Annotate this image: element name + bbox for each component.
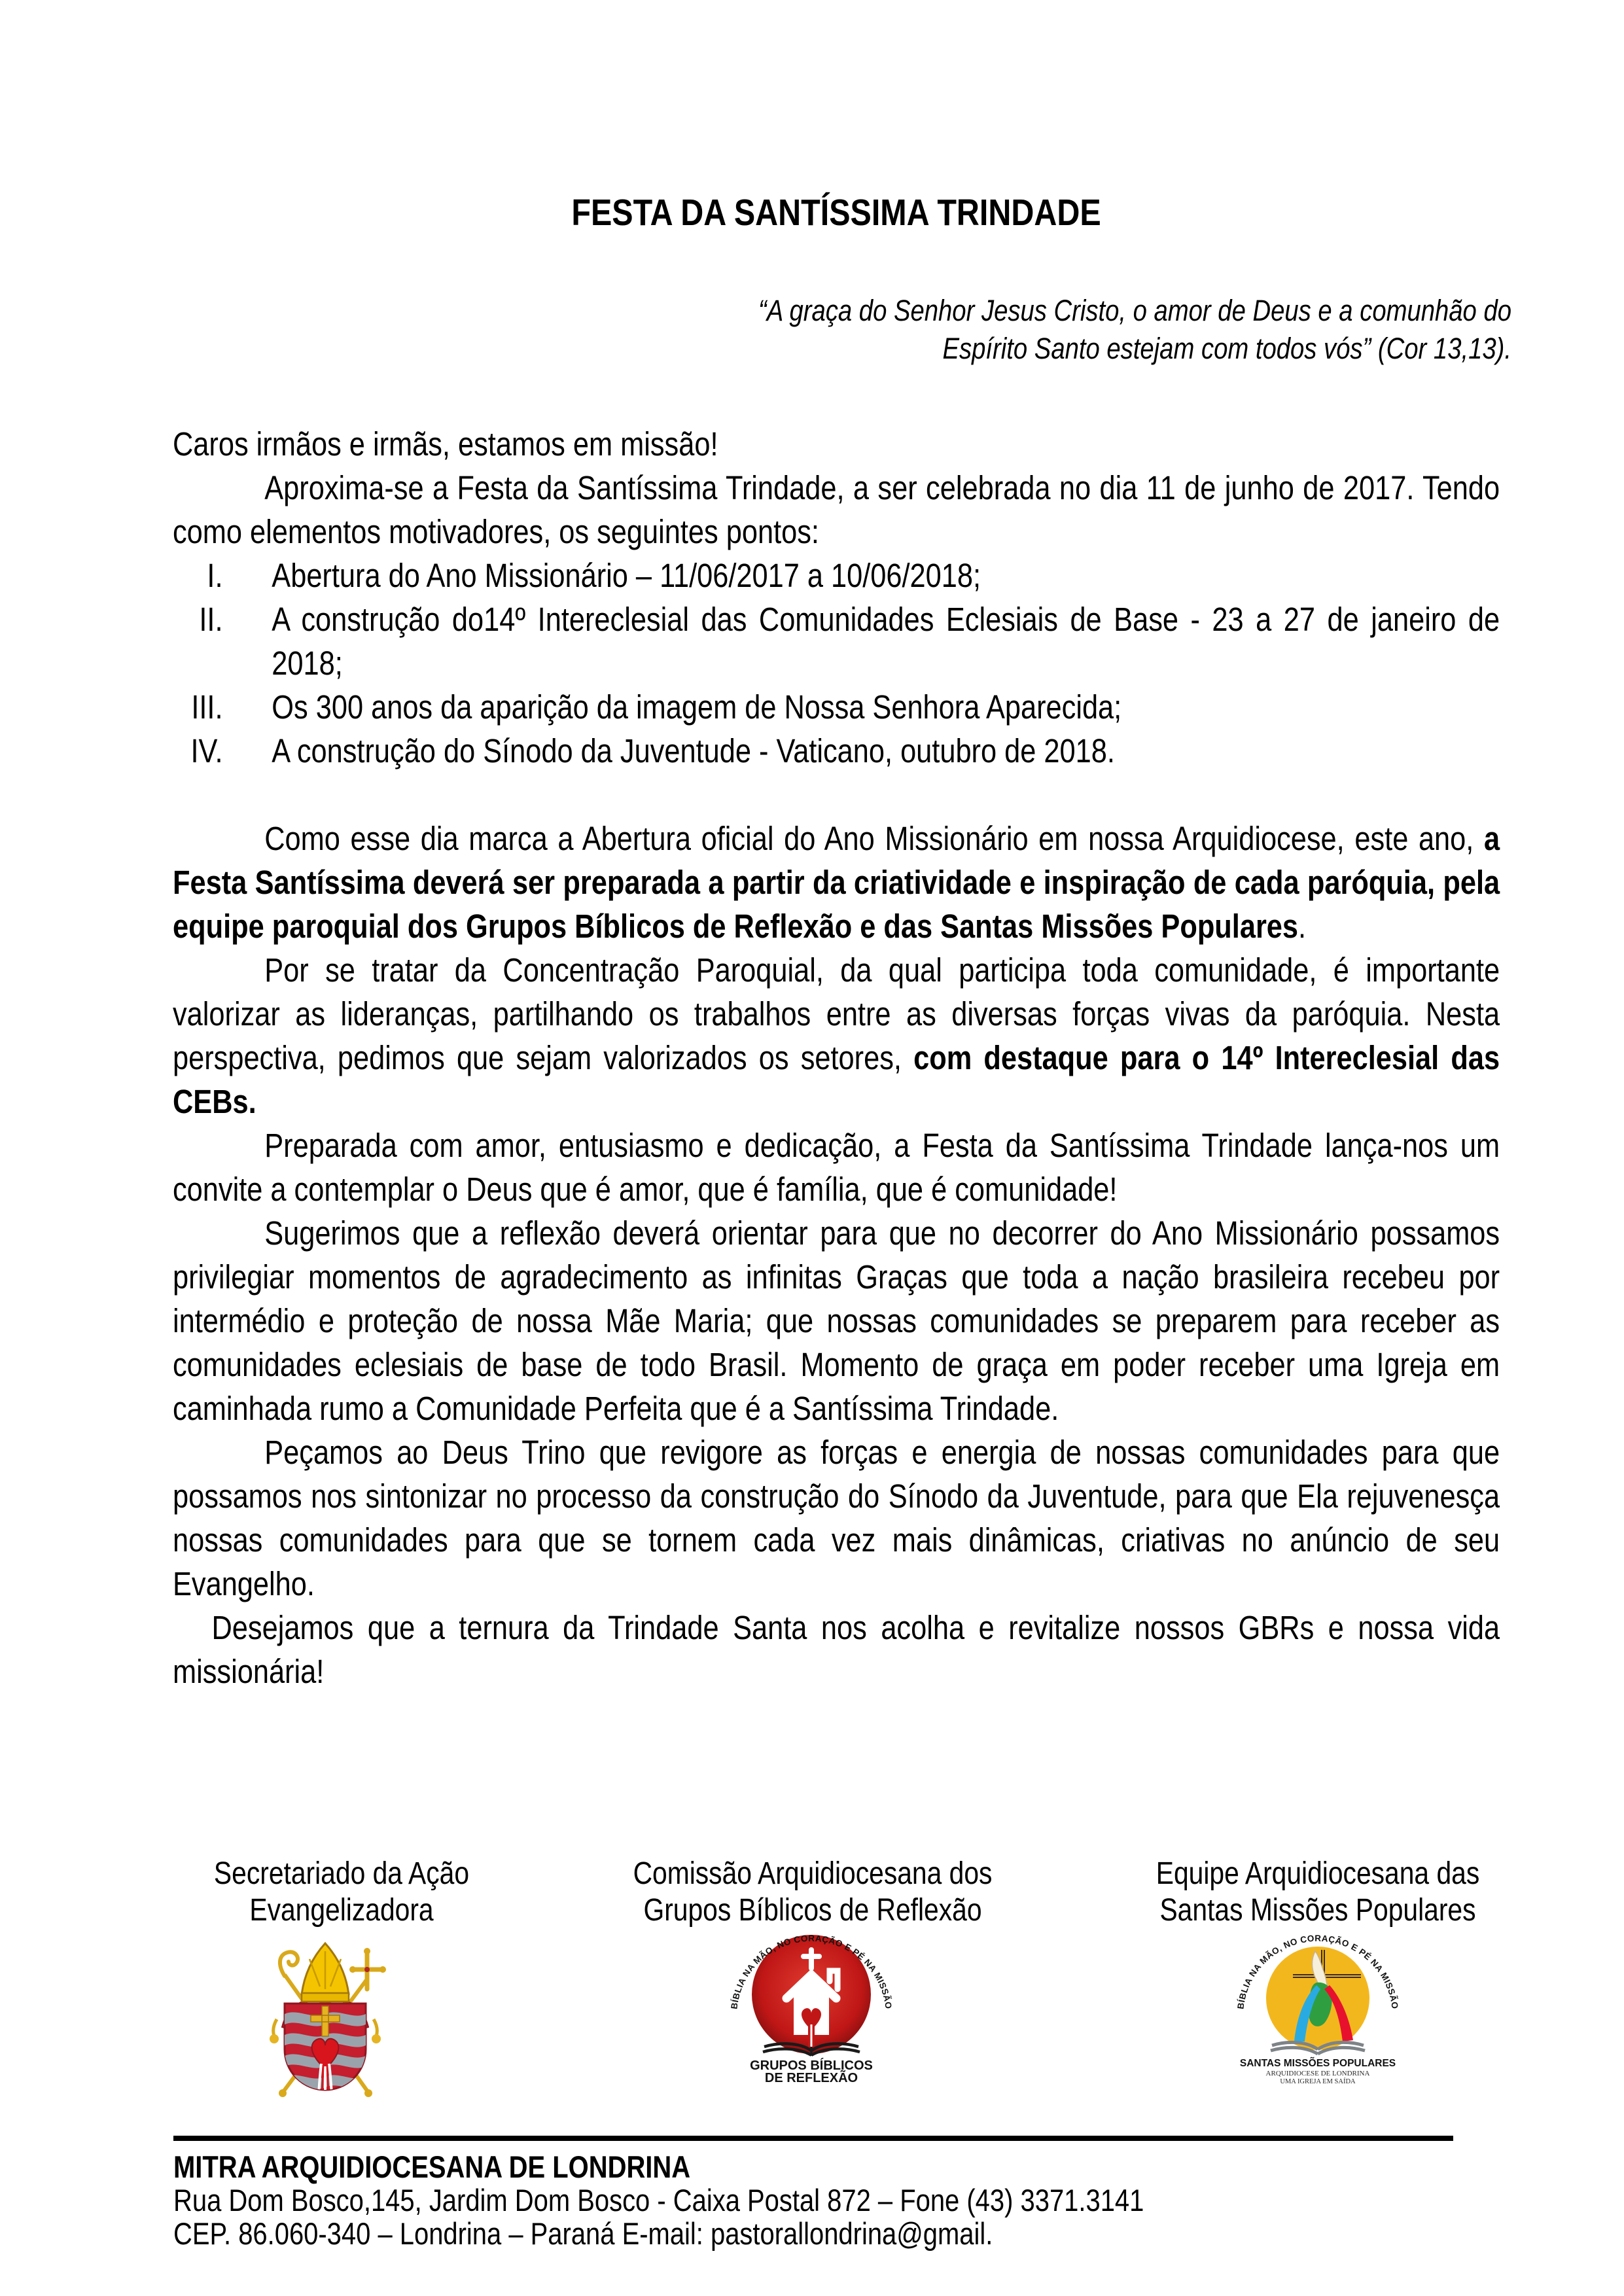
list-item-text: Abertura do Ano Missionário – 11/06/2017 a 10/06/2018; <box>272 557 981 594</box>
smp-arc-text: BÍBLIA NA MÃO, NO CORAÇÃO E PÉ NA MISSÃO <box>1235 1933 1400 2010</box>
sig1-line2: Evangelizadora <box>249 1893 434 1928</box>
list-item <box>173 729 1500 773</box>
list-item <box>173 554 1500 597</box>
text-run-bold: a Festa Santíssima deverá ser preparada a partir da criatividade e inspiração de cada paróquia, pela equipe paroquial dos Grupos Bíblicos de Reflexão e das Santas Missões Populares <box>173 820 1500 945</box>
grupos-biblicos-logo-icon <box>726 1925 896 2083</box>
list-item <box>173 597 1500 685</box>
list-item-text: Os 300 anos da aparição da imagem de Nossa Senhora Aparecida; <box>272 688 1122 726</box>
gbr-caption-line2: DE REFLEXÃO <box>764 2071 858 2083</box>
paragraph-closing: Desejamos que a ternura da Trindade Santa nos acolha e revitalize nossos GBRs e nossa vida missionária! <box>173 1609 1500 1690</box>
footer-divider-line <box>173 2136 1453 2141</box>
blank-line <box>173 773 1500 817</box>
paragraph-concentration <box>173 948 1500 1123</box>
smp-caption-line2: ARQUIDIOCESE DE LONDRINA <box>1265 2070 1370 2077</box>
sig2-line1: Comissão Arquidiocesana dos <box>633 1856 993 1891</box>
list-numeral: III. <box>191 688 223 726</box>
signature-text <box>1123 1856 1513 1929</box>
text-run: Por se tratar da Concentração Paroquial, da qual participa toda comunidade, é importante valorizar as lideranças, partilhando os trabalhos entre as diversas forças vivas da paróquia. Nesta perspectiva, pedimos que sejam valorizados os setores, <box>173 951 1500 1076</box>
smp-caption-line1: SANTAS MISSÕES POPULARES <box>1239 2058 1396 2069</box>
signature-text <box>618 1856 1008 1929</box>
gbr-caption-line1: GRUPOS BÍBLICOS <box>750 2058 873 2073</box>
quote-line-1: “A graça do Senhor Jesus Cristo, o amor de Deus e a comunhão do <box>758 294 1511 327</box>
epigraph-quote <box>455 292 1511 368</box>
paragraph-salutation: Caros irmãos e irmãs, estamos em missão! <box>173 425 718 463</box>
smp-caption-line3: UMA IGREJA EM SAÍDA <box>1280 2078 1356 2083</box>
footer-cep-email: CEP. 86.060-340 – Londrina – Paraná E-mail: pastorallondrina@gmail. <box>173 2216 993 2251</box>
santas-missoes-logo-icon <box>1233 1925 1403 2083</box>
signature-col-secretariado <box>113 1856 571 1929</box>
list-item-text: A construção do Sínodo da Juventude - Vaticano, outubro de 2018. <box>272 732 1115 769</box>
quote-line-2: Espírito Santo estejam com todos vós” (Cor 13,13). <box>942 332 1511 365</box>
signature-col-equipe <box>1089 1856 1547 1929</box>
list-numeral: I. <box>207 557 223 594</box>
paragraph-preparation <box>173 817 1500 948</box>
paragraph-invitation: Preparada com amor, entusiasmo e dedicação, a Festa da Santíssima Trindade lança-nos um convite a contemplar o Deus que é amor, que é família, que é comunidade! <box>173 1127 1500 1208</box>
text-run: . <box>1298 908 1307 945</box>
sig1-line1: Secretariado da Ação <box>213 1856 470 1891</box>
list-numeral: II. <box>199 601 223 638</box>
signature-col-comissao <box>584 1856 1042 1929</box>
sig2-line2: Grupos Bíblicos de Reflexão <box>643 1893 982 1928</box>
archdiocese-coat-of-arms-icon <box>258 1941 393 2104</box>
letter-body <box>173 422 1500 1693</box>
signature-text <box>147 1856 537 1929</box>
list-item <box>173 685 1500 729</box>
text-run-bold: com destaque para o 14º Intereclesial das CEBs. <box>173 1039 1500 1120</box>
footer-address: Rua Dom Bosco,145, Jardim Dom Bosco - Caixa Postal 872 – Fone (43) 3371.3141 <box>173 2183 1144 2217</box>
paragraph-suggestion: Sugerimos que a reflexão deverá orientar para que no decorrer do Ano Missionário possamos privilegiar momentos de agradecimento as infinitas Graças que toda a nação brasileira recebeu por intermédio e proteção de nossa Mãe Maria; que nossas comunidades se preparem para receber as comunidades eclesiais de base de todo Brasil. Momento de graça em poder receber uma Igreja em caminhada rumo a Comunidade Perfeita que é a Santíssima Trindade. <box>173 1214 1500 1427</box>
page-title <box>173 191 1500 234</box>
paragraph-intro: Aproxima-se a Festa da Santíssima Trindade, a ser celebrada no dia 11 de junho de 2017. Tendo como elementos motivadores, os seguintes pontos: <box>173 469 1500 550</box>
list-numeral: IV. <box>190 732 223 769</box>
page-title-text: FESTA DA SANTÍSSIMA TRINDADE <box>571 192 1101 234</box>
list-item-text: A construção do14º Intereclesial das Comunidades Eclesiais de Base - 23 a 27 de janeiro de 2018; <box>272 601 1500 682</box>
text-run: Como esse dia marca a Abertura oficial do Ano Missionário em nossa Arquidiocese, este ano, <box>264 820 1484 857</box>
sig3-line2: Santas Missões Populares <box>1159 1893 1476 1928</box>
gbr-arc-text: BÍBLIA NA MÃO, NO CORAÇÃO E PÉ NA MISSÃO <box>729 1933 894 2010</box>
footer <box>173 2150 1508 2250</box>
paragraph-prayer: Peçamos ao Deus Trino que revigore as forças e energia de nossas comunidades para que possamos nos sintonizar no processo da construção do Sínodo da Juventude, para que Ela rejuvenesça nossas comunidades para que se tornem cada vez mais dinâmicas, criativas no anúncio de seu Evangelho. <box>173 1434 1500 1602</box>
sig3-line1: Equipe Arquidiocesana das <box>1156 1856 1480 1891</box>
footer-org-name: MITRA ARQUIDIOCESANA DE LONDRINA <box>173 2149 691 2184</box>
